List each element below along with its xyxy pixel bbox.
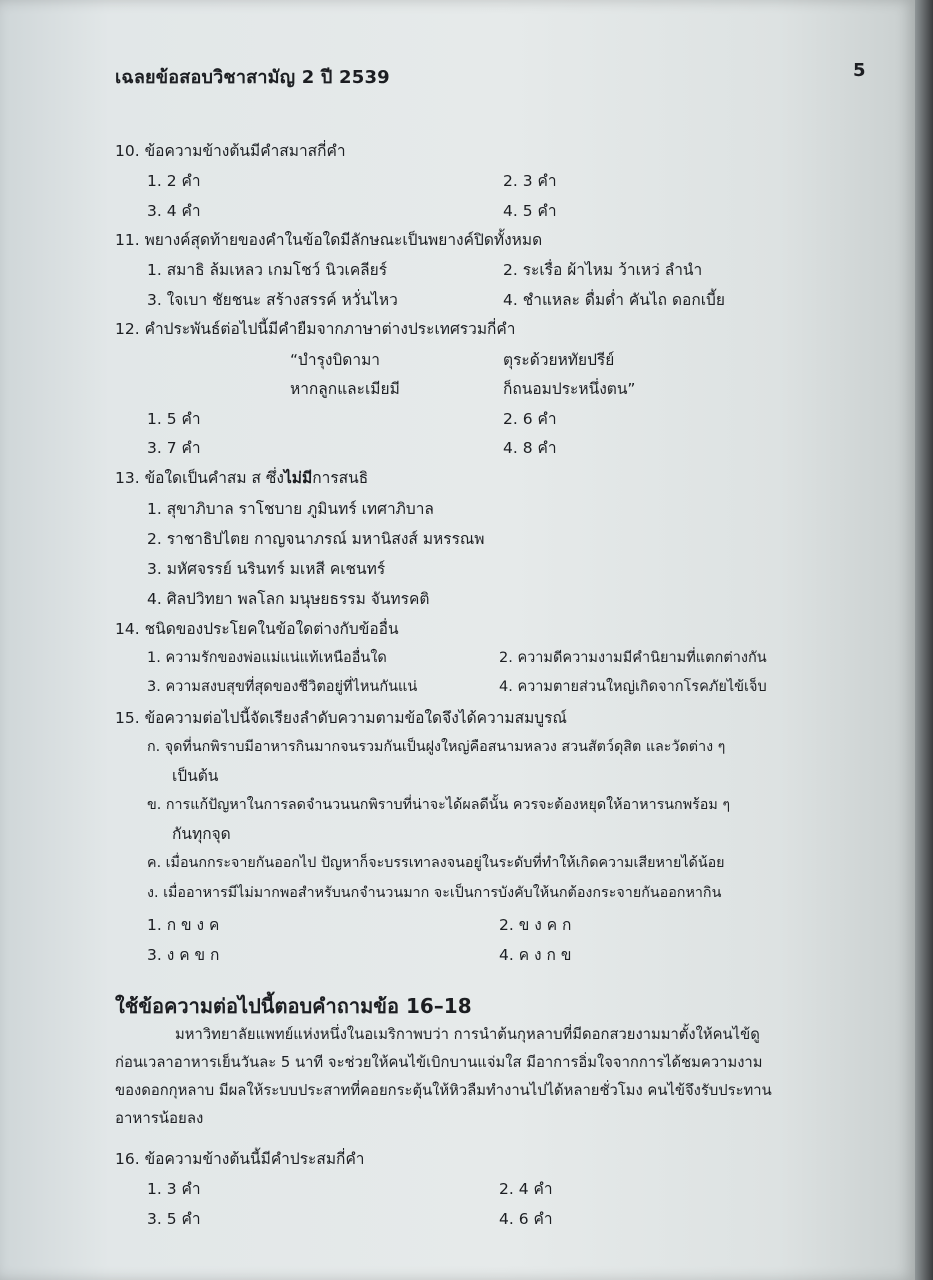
q13-option-2: 2. ราชาธิปไตย กาญจนาภรณ์ มหานิสงส์ มหรรณพ <box>147 530 485 548</box>
q15-option-4: 4. ค ง ก ข <box>499 946 572 964</box>
q14-stem: 14. ชนิดของประโยคในข้อใดต่างกับข้ออื่น <box>115 620 399 638</box>
q10-option-2: 2. 3 คำ <box>503 172 557 190</box>
q14-option-2: 2. ความดีความงามมีคำนิยามที่แตกต่างกัน <box>499 650 767 666</box>
q16-option-4: 4. 6 คำ <box>499 1210 553 1228</box>
q15-statement-d: ง. เมื่ออาหารมีไม่มากพอสำหรับนกจำนวนมาก จะเป็นการบังคับให้นกต้องกระจายกันออกหากิน <box>147 885 722 901</box>
q10-option-1: 1. 2 คำ <box>147 172 201 190</box>
q16-option-3: 3. 5 คำ <box>147 1210 201 1228</box>
passage-line-1: มหาวิทยาลัยแพทย์แห่งหนึ่งในอเมริกาพบว่า การนำต้นกุหลาบที่มีดอกสวยงามมาตั้งให้คนไข้ดู <box>175 1026 760 1043</box>
q13-stem-emphasis: ไม่มี <box>284 469 313 487</box>
passage-line-3: ของดอกกุหลาบ มีผลให้ระบบประสาทที่คอยกระตุ้นให้หิวลืมทำงานไปได้หลายชั่วโมง คนไข้จึงรับประทาน <box>115 1082 772 1099</box>
q12-verse-line-1: “บำรุงบิดามา <box>290 351 380 369</box>
q15-option-3: 3. ง ค ข ก <box>147 946 220 964</box>
q15-statement-b: ข. การแก้ปัญหาในการลดจำนวนนกพิราบที่น่าจะได้ผลดีนั้น ควรจะต้องหยุดให้อาหารนกพร้อม ๆ <box>147 797 731 813</box>
q12-verse-line-4: ก็ถนอมประหนึ่งตน” <box>503 380 636 398</box>
q13-option-1: 1. สุขาภิบาล ราโชบาย ภูมินทร์ เทศาภิบาล <box>147 500 434 518</box>
q11-stem: 11. พยางค์สุดท้ายของคำในข้อใดมีลักษณะเป็นพยางค์ปิดทั้งหมด <box>115 231 543 249</box>
q15-statement-c: ค. เมื่อนกกระจายกันออกไป ปัญหาก็จะบรรเทาลงจนอยู่ในระดับที่ทำให้เกิดความเสียหายได้น้อย <box>147 855 725 871</box>
page-number: 5 <box>853 60 866 81</box>
q14-option-3: 3. ความสงบสุขที่สุดของชีวิตอยู่ที่ไหนกันแน่ <box>147 679 418 695</box>
q15-statement-a: ก. จุดที่นกพิราบมีอาหารกินมากจนรวมกันเป็นฝูงใหญ่คือสนามหลวง สวนสัตว์ดุสิต และวัดต่าง ๆ <box>147 739 726 755</box>
q12-option-1: 1. 5 คำ <box>147 410 201 428</box>
page-edge-shadow <box>915 0 933 1280</box>
q16-option-1: 1. 3 คำ <box>147 1180 201 1198</box>
q11-option-4: 4. ชำแหละ ดื่มด่ำ คันไถ ดอกเบี้ย <box>503 291 725 309</box>
q10-stem: 10. ข้อความข้างต้นมีคำสมาสกี่คำ <box>115 142 346 160</box>
q16-option-2: 2. 4 คำ <box>499 1180 553 1198</box>
q15-option-2: 2. ข ง ค ก <box>499 916 572 934</box>
q13-stem <box>115 469 368 488</box>
q14-option-4: 4. ความตายส่วนใหญ่เกิดจากโรคภัยไข้เจ็บ <box>499 679 767 695</box>
q15-stem: 15. ข้อความต่อไปนี้จัดเรียงลำดับความตามข้อใดจึงได้ความสมบูรณ์ <box>115 709 567 727</box>
q12-verse-line-3: หากลูกและเมียมี <box>290 380 400 398</box>
q11-option-3: 3. ใจเบา ชัยชนะ สร้างสรรค์ หวั่นไหว <box>147 291 398 309</box>
passage-line-2: ก่อนเวลาอาหารเย็นวันละ 5 นาที จะช่วยให้คนไข้เบิกบานแจ่มใส มีอาการอิ่มใจจากการได้ชมความงาม <box>115 1054 763 1071</box>
q11-option-2: 2. ระเรื่อ ผ้าไหม ว้าเหว่ ลำนำ <box>503 261 703 279</box>
q12-stem: 12. คำประพันธ์ต่อไปนี้มีคำยืมจากภาษาต่างประเทศรวมกี่คำ <box>115 320 516 338</box>
page-header-title: เฉลยข้อสอบวิชาสามัญ 2 ปี 2539 <box>115 67 390 88</box>
q10-option-3: 3. 4 คำ <box>147 202 201 220</box>
q12-option-4: 4. 8 คำ <box>503 439 557 457</box>
q10-option-4: 4. 5 คำ <box>503 202 557 220</box>
q13-option-3: 3. มหัศจรรย์ นรินทร์ มเหสี คเชนทร์ <box>147 560 386 578</box>
q13-stem-start: 13. ข้อใดเป็นคำสม ส ซึ่ง <box>115 469 285 487</box>
q12-verse-line-2: ตุระด้วยหทัยปรีย์ <box>503 351 615 369</box>
passage-line-4: อาหารน้อยลง <box>115 1109 204 1127</box>
q11-option-1: 1. สมาธิ ล้มเหลว เกมโชว์ นิวเคลียร์ <box>147 261 388 279</box>
q12-option-3: 3. 7 คำ <box>147 439 201 457</box>
q16-stem: 16. ข้อความข้างต้นนี้มีคำประสมกี่คำ <box>115 1150 365 1168</box>
q14-option-1: 1. ความรักของพ่อแม่แน่แท้เหนืออื่นใด <box>147 650 387 666</box>
q15-option-1: 1. ก ข ง ค <box>147 916 220 934</box>
q13-stem-end: การสนธิ <box>312 469 369 487</box>
q15-statement-b-cont: กันทุกจุด <box>172 825 231 843</box>
q15-statement-a-cont: เป็นต้น <box>172 767 219 785</box>
section-heading: ใช้ข้อความต่อไปนี้ตอบคำถามข้อ 16–18 <box>115 994 472 1018</box>
q13-option-4: 4. ศิลปวิทยา พลโลก มนุษยธรรม จันทรคติ <box>147 590 430 608</box>
q12-option-2: 2. 6 คำ <box>503 410 557 428</box>
